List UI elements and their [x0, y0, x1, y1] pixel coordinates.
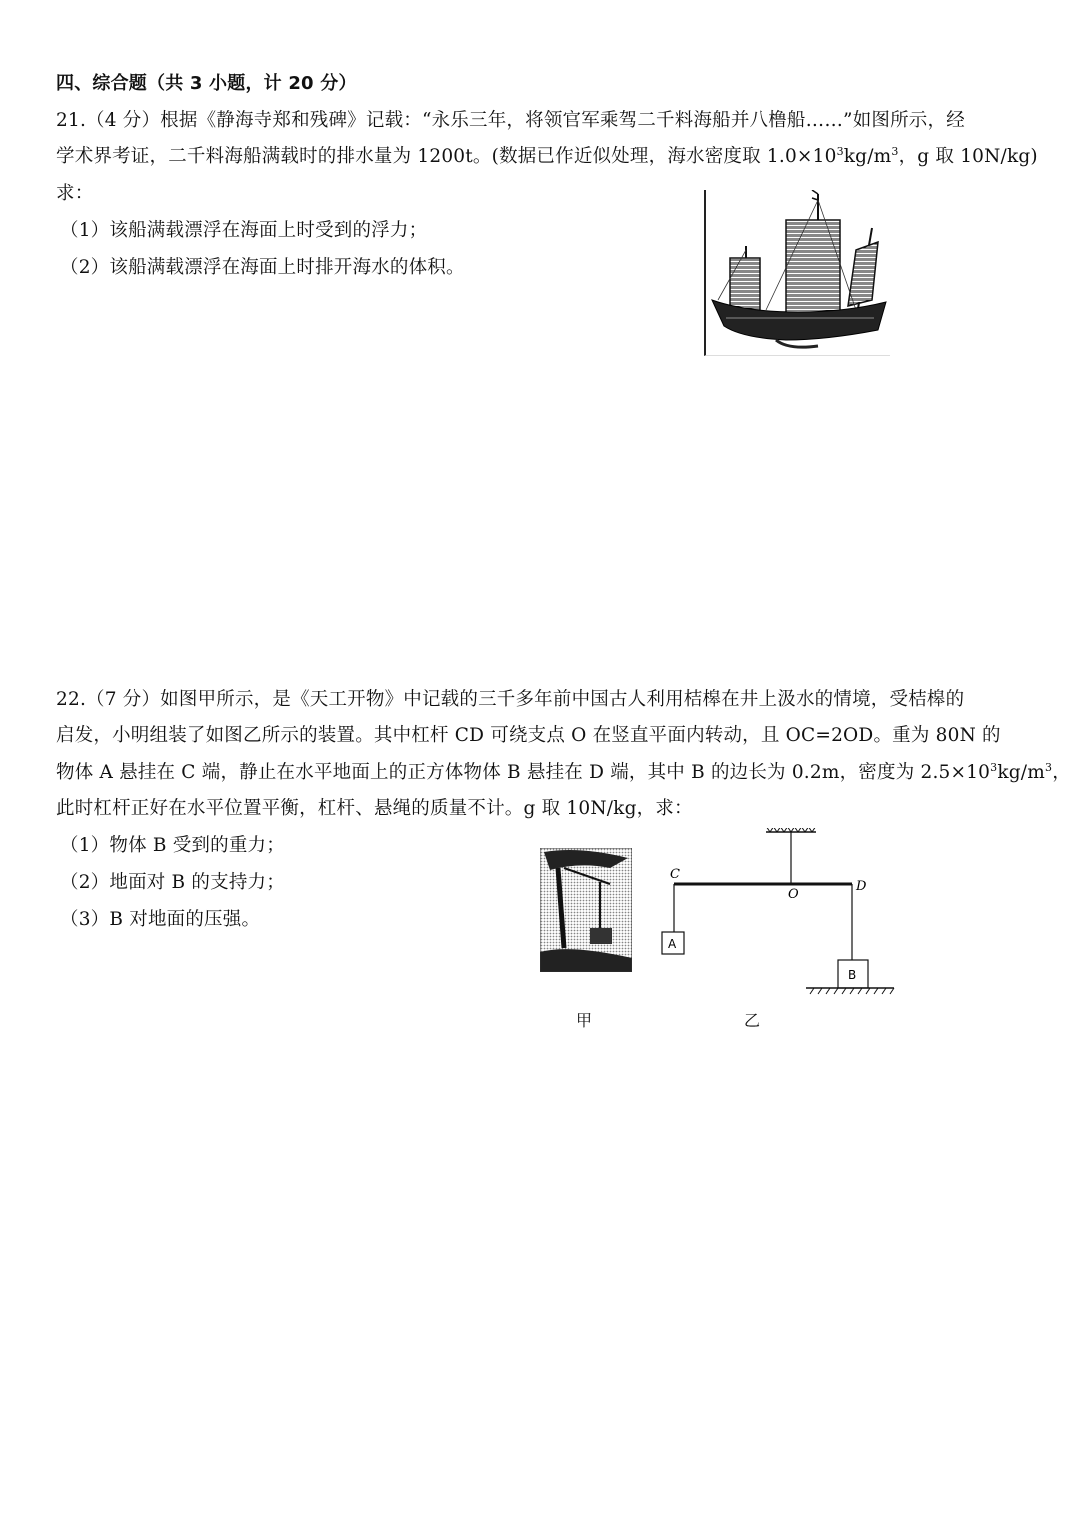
- q22-sub-question-3: （3）B 对地面的压强。: [60, 909, 261, 930]
- label-b: B: [848, 968, 857, 982]
- q22-stem-line3: 物体 A 悬挂在 C 端，静止在水平地面上的正方体物体 B 悬挂在 D 端，其中 B 的边长为 0.2m，密度为 $2.5\times 10^3kg/m^3$，: [56, 760, 1071, 783]
- label-c: C: [670, 867, 680, 882]
- q22-stem-line4: 此时杠杆正好在水平位置平衡，杠杆、悬绳的质量不计。g 取 10N/kg，求：: [56, 798, 693, 819]
- label-d: D: [856, 879, 867, 894]
- q21-sub-question-1: （1）该船满载漂浮在海面上时受到的浮力；: [60, 220, 428, 241]
- q22-sub-question-2: （2）地面对 B 的支持力；: [60, 872, 285, 893]
- well-sweep-illustration: [540, 848, 632, 972]
- ship-illustration: [704, 190, 890, 356]
- section-title: 四、综合题（共 3 小题，计 20 分）: [56, 73, 357, 94]
- q22-stem-line2: 启发，小明组装了如图乙所示的装置。其中杠杆 CD 可绕支点 O 在竖直平面内转动，且 OC=2OD。重为 80N 的: [56, 725, 1001, 746]
- label-a: A: [668, 937, 677, 951]
- q22-sub-question-1: （1）物体 B 受到的重力；: [60, 835, 285, 856]
- q21-stem-line1: 21.（4 分）根据《静海寺郑和残碑》记载：“永乐三年，将领官军乘驾二千料海船并八橹船……”如图所示，经: [56, 110, 965, 131]
- q21-sub-question-2: （2）该船满载漂浮在海面上时排开海水的体积。: [60, 257, 465, 278]
- label-o: O: [788, 887, 799, 902]
- lever-diagram: [640, 828, 900, 998]
- q22-stem-line1: 22.（7 分）如图甲所示，是《天工开物》中记载的三千多年前中国古人利用桔槔在井上汲水的情境，受桔槔的: [56, 689, 965, 710]
- q21-stem-line2: 学术界考证，二千料海船满载时的排水量为 1200t。(数据已作近似处理，海水密度取 $1.0\times 10^3kg/m^3$，g 取 10N/kg): [56, 144, 1038, 167]
- caption-yi: 乙: [744, 1011, 761, 1030]
- q21-stem-line3: 求：: [56, 183, 94, 204]
- caption-jia: 甲: [576, 1011, 593, 1030]
